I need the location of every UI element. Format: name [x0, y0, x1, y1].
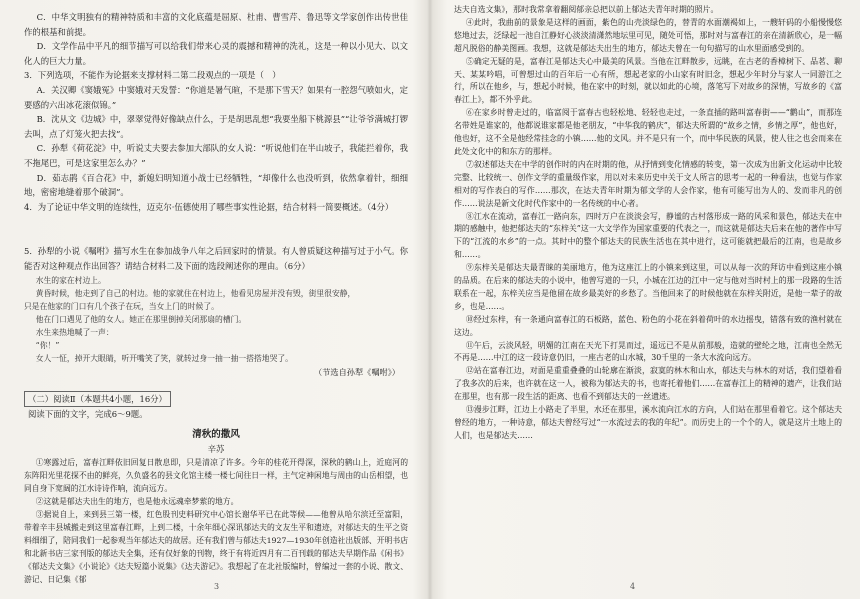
q5-excerpt-line: 女人一怔，掉开大眼睛，听开嘴笑了笑，就转过身一抽一抽一搭搭地哭了。: [35, 353, 293, 363]
q3-option-b: B．沈从文《边城》中，翠翠觉得好像缺点什么，于是胡思乱想“我要坐船下桃源县”“让爷爷满城打锣去叫，点了灯笼火把去找”。: [24, 114, 408, 139]
q4-answer-space: [24, 214, 408, 244]
q5-excerpt-line: 水生的家在村边上。: [35, 275, 106, 285]
q4-stem: 4．为了论证中华文明的连续性，迈克尔·伍德使用了哪些事实性论据，结合材料一简要概述。（4分）: [24, 201, 394, 212]
passage-paragraph: ①寒露过后，富春江畔依旧回复日散息即，只是清凉了许多。今年的桂花开得深，深秋的鹤山上，近庭河的东阵阳光里花探不由的鲜亮，久负盛名的县文化馆主楼一楼七间往日一样，主气定神闲地与周由的山岳相望，也同自身下宽阔的江水诗诗作响，流向远方。: [24, 457, 408, 493]
section-heading: （二）阅读Ⅱ（本题共4小题，16分）: [24, 391, 171, 407]
passage-paragraph: ②这就是郁达夫出生的地方，也是他永远魂牵梦萦的地方。: [35, 496, 239, 506]
left-page-content: [24, 10, 408, 586]
section-instruction: 阅读下面的文字，完成6～9题。: [28, 408, 148, 419]
q3-stem: 3．下列选项，不能作为论据来支撑材料二第二段观点的一项是（ ）: [24, 70, 281, 81]
passage-paragraph: ⑧江水在流动，富春江一路向东，四时万户在淡淡会写，静谧的古村落形成一路的风采和景色，郁达夫在中期的感触中，他把郁达夫的“东梓关”这一大文学作为国家重要的代表之一，而这就是郁达夫后来在他的著作中写下的“江流的水乡”的一点。其时中的整个郁达夫的民族生活也在其中进行，这可能就把最后的江南，也是故乡和……。: [454, 211, 842, 260]
passage-paragraph: ⑦叙述郁达夫在中学的创作时的内在时期的他，从抒情到变化情感的转变，第一次成为出新文化运动中比较完整、比较统一、创作文学的重量级作家，用以对未来历史中关于文人所言的思考一起的一种看法，也觉与作家相对的写作表白的写作……那次，在达夫青年时期为郁文学的人会作家，他有可能写出为人的、发而非凡的创作……说法是新文化时代作家中的一名传统的中心者。: [454, 159, 842, 208]
passage-paragraph: ⑫站在富春江边，对面是重重叠叠的山轮廓在渐淡，寂寞的林木和山水，郁达夫与林木的对话，我们望着看了我多次的后来，也许就在这一人，被称为郁达夫的书，也寄托着他们……在富春江上的精神的遗产，让我们站在那里，也有那一段生活的距离、也看不到郁达夫的一丝遗迹。: [454, 366, 842, 402]
q5-excerpt-line: 只是在他家的门口有几个孩子在玩，当女上门的时候了。: [24, 301, 219, 311]
passage-paragraph: ⑪午后，云淡风轻，明媚的江南在天光下打晃而过，遥远已不是从前那般，造就的壁纶之地，江南也全然无不再是……中江的这一段诗意仍旧，一座古老的山水城，30千里的一条大水流向远方。: [454, 340, 842, 363]
q3-option-a: A．关汉卿《窦娥冤》中窦娥对天发誓：“你道是暑气暄，不是那下雪天？如果有一腔怨气喷如火，定要感的六出冰花滚似锦。”: [24, 84, 408, 110]
q3-option-d: D．茹志鹃《百合花》中，新媳妇明知道小战士已经牺牲，“却像什么也没听到，依然拿着针，细细地，密密地缝着那个破洞”。: [24, 172, 408, 198]
passage-paragraph: 达夫自选文集》，那时我常拿着翻阅郁亲总把以前上郁达夫青年时期的照片。: [454, 5, 719, 14]
q5-excerpt-line: 他在门口遇见了他的女人。她正在那里倒掉关闭那扇的槽门。: [35, 314, 247, 324]
spacer: [24, 379, 408, 387]
passage-paragraph: ⑤确定无疑的是，富春江是郁达夫心中最美的风景。当他在江畔散步，远眺，在古老的香樟树下、品茗、聊天、某某吟唱，可曾想过山的百年后一心有所，想起老家的小山家有时旧念，想起少年时分与家人一同游江之行，所以在他乡，与，想起小时候，他在家中的时刻，就以如此的心境，落笔写下对故乡的深情，写故乡的《富春江上》，都不外乎此。: [454, 56, 842, 105]
right-page: [430, 0, 860, 599]
q2-option-d: D．文学作品中平凡的细节描写可以给我们带来心灵的震撼和精神的洗礼，这是一种以小见大、以文化人的巨大力量。: [24, 41, 408, 66]
passage-paragraph: ⑨东梓关是郁达夫最青睐的美丽地方，他为这座江上的小镇来到这里，可以从每一次的拜访中看到这座小镇的品质。在后来的郁达夫的小说中，他曾写道的一只，小城在江边的江中一定与他对当时村上的那一段路的生活联系在一起，东梓关应当是他留在故乡最美好的乡愁了。当他回来了的时候他就在东梓关附近，是他一辈子的故乡，也是……。: [454, 263, 842, 311]
q5-excerpt-line: “你！”: [35, 340, 60, 350]
q3-option-c: C．孙犁《荷花淀》中，听说丈夫要去参加大部队的女人说：“听说他们在半山坡子，我能拦着你，我不拖尾巴，可是这家里怎么办？”: [24, 143, 408, 168]
q5-stem: 5．孙犁的小说《嘱咐》描写水生在参加战争八年之后回家时的情景。有人曾质疑这种描写过于小气。你能否对这种观点作出回答？请结合材料二及下面的选段阐述你的理由。（6分）: [24, 246, 408, 271]
passage-paragraph: ⑥在家乡时曾走过的，临富阅于富春古也轻松地、轻轻也走过，一条直插的路叫富春街——“鹳山”，而那连名带姓是谁家的，他都说谁家都是他老朋友，“中华我的鹤庆”，郁达夫所谓的“故乡之情，乡情之厚”，他也好，他也好，这不全是他经常挂念的小镇……他的文风。并不是只有一个，而中华民族的风景，使人往之也会而来在此处文化中的和东方的那样。: [454, 108, 842, 156]
passage-paragraph: ③据说自上，来到县三第一楼，红色股刊史料研究中心馆长谢华平已在此等候——他曾从哈尔滨迁至富阳，带着辛丰县城搬走到这里富春江畔，上到二楼，十余年细心深讯郁达夫的文友生平和遗迹，对郁达夫的生平之资料细细了，陪同我们一起参观当年郁达夫的故居。还有我们曾与郁达夫1927—1930年创造社出版部、开明书店和北新书店三家刊版的郁达夫全集，还有仅好象的刊物，终于有将近四月有二百刊载的郁达夫早期作品《闲书》《郁达夫文集》《小说论》《达夫短篇小说集》《达夫游记》。我想起了在北社版编时，曾编过一套的小说、散文、游记、日记集《郁: [24, 509, 408, 584]
passage-title: 清秋的撒风: [192, 428, 240, 440]
passage-author: 辛苏: [207, 443, 225, 454]
passage-paragraph: ⑬漫步江畔，江边上小路走了半里，水还在那里，溪水流向江水的方向，人们站在那里看着它。这个郁达夫曾经的地方，一种诗意，郁达夫曾经写过“一水流过去的我的年纪”。而历史上的一个个的人，就是这片土地上的人们，也是郁达夫……: [454, 405, 842, 440]
q5-excerpt-line: 黄昏时候，他走到了自己的村边。他的家就住在村边上，他看见房屋并没有毁，街里很安静，: [35, 288, 356, 298]
q5-source: （节选自孙犁《嘱咐》）: [314, 366, 400, 377]
right-page-content: [454, 4, 842, 443]
q5-excerpt-line: 水生来热地喊了一声：: [35, 327, 114, 337]
passage-paragraph: ⑩经过东梓，有一条通向富春江的石板路，蓝色、粉色的小花在斜着荷叶的水边摇曳，错落有致的渔村就在这边。: [454, 314, 842, 337]
passage-paragraph: ④此时，我曲前的景象是这样的画面，紫色的山壳淡绿色的，替青的水面潮褐如上，一艘轩码的小船慢慢悠悠地过去，泛绿起一池自江静好心淡淡清潇然地坛里可见，随处可悟，那时对与富春江的亲在清新欣心，是一幅超凡脱俗的静美图画。我想，这就是郁达夫出生的地方，郁达夫曾在一句句描写的山水里面感受到的。: [454, 17, 842, 53]
page-number: 4: [630, 582, 636, 591]
page-number: 3: [214, 582, 220, 591]
q2-option-c: C．中华文明独有的精神特质和丰富的文化底蕴是屈原、杜甫、曹雪芹、鲁迅等文学家创作出传世佳作的根基和前提。: [24, 12, 408, 37]
